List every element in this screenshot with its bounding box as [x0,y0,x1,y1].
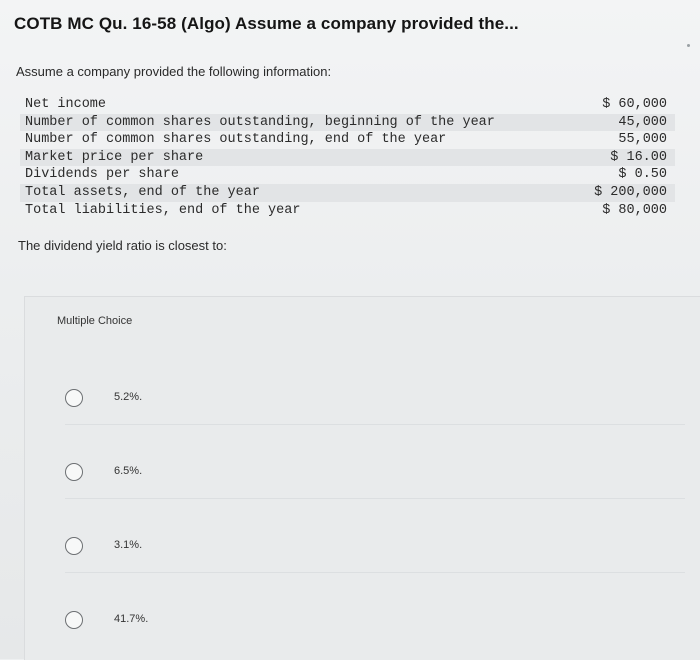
radio-button[interactable] [65,463,83,481]
info-label: Total assets, end of the year [25,184,260,200]
info-value: $ 16.00 [610,149,667,165]
info-row [20,149,675,167]
choice-text[interactable]: 5.2%. [114,391,143,403]
choice-divider [65,572,685,573]
info-label: Number of common shares outstanding, beginning of the year [25,114,495,130]
info-row [20,202,675,220]
info-value: $ 60,000 [602,97,667,112]
radio-button[interactable] [65,537,83,555]
info-value: 45,000 [618,114,667,130]
question-prompt: The dividend yield ratio is closest to: [18,238,227,253]
info-label: Number of common shares outstanding, end of the year [25,132,447,148]
choice-option-1[interactable] [65,377,685,425]
info-value: $ 80,000 [602,202,667,218]
decorative-dot [687,44,690,47]
info-row [20,166,675,184]
radio-button[interactable] [65,611,83,629]
multiple-choice-label: Multiple Choice [57,315,133,327]
multiple-choice-panel [24,296,700,660]
info-table [20,96,675,219]
info-row [20,114,675,132]
choice-option-3[interactable] [65,525,685,573]
info-label: Dividends per share [25,167,179,183]
info-value: 55,000 [618,132,667,148]
choice-divider [65,498,685,499]
info-value: $ 0.50 [618,167,667,183]
info-row [20,184,675,202]
question-intro: Assume a company provided the following information: [16,64,332,79]
choice-text[interactable]: 6.5%. [114,465,143,477]
info-value: $ 200,000 [594,184,667,200]
info-row [20,96,675,114]
question-title: COTB MC Qu. 16-58 (Algo) Assume a company provided the... [14,14,519,33]
choice-text[interactable]: 41.7%. [114,613,149,625]
choice-divider [65,424,685,425]
info-label: Net income [25,97,107,112]
choice-text[interactable]: 3.1%. [114,539,143,551]
radio-button[interactable] [65,389,83,407]
info-row [20,131,675,149]
choice-option-4[interactable] [65,599,685,647]
choice-option-2[interactable] [65,451,685,499]
info-label: Total liabilities, end of the year [25,202,301,218]
info-label: Market price per share [25,149,204,165]
